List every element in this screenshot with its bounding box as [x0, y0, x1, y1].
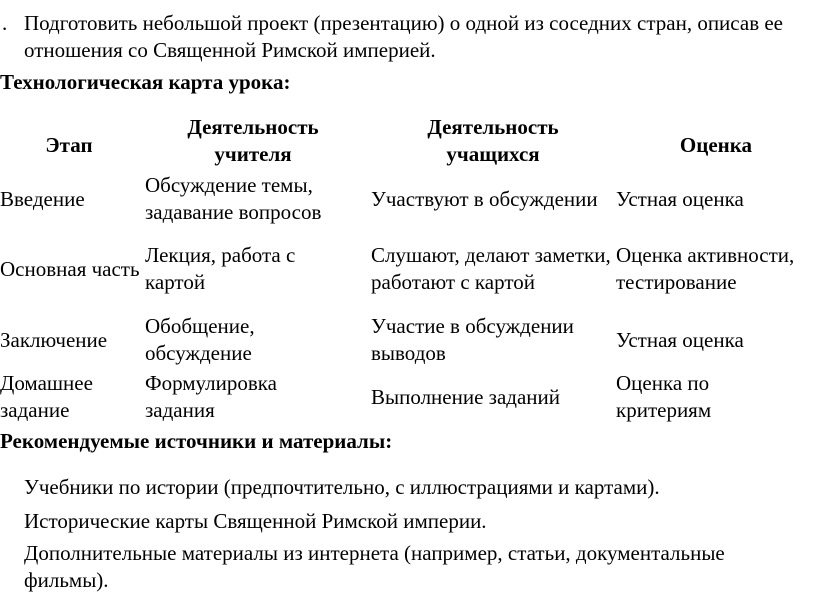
table-cell: Основная часть: [0, 256, 140, 281]
table-cell: Лекция, работа с картой: [145, 243, 296, 294]
table-cell: Устная оценка: [616, 186, 744, 211]
table-header: Оценка: [679, 132, 753, 157]
sources-heading: Рекомендуемые источники и материалы:: [0, 429, 393, 453]
table-header: Деятельность учащихся: [427, 115, 559, 166]
table-cell: Формулировка задания: [145, 371, 277, 422]
list-item: Дополнительные материалы из интернета (например, статьи, документальные фильмы).: [24, 541, 725, 592]
table-cell: Обсуждение темы, задавание вопросов: [145, 173, 322, 224]
table-cell: Участвуют в обсуждении: [371, 186, 598, 211]
table-cell: Устная оценка: [616, 327, 744, 352]
list-item: Учебники по истории (предпочтительно, с иллюстрациями и картами).: [24, 475, 660, 499]
tech-map-heading: Технологическая карта урока:: [0, 70, 291, 94]
table-cell: Слушают, делают заметки, работают с картой: [371, 243, 611, 294]
table-cell: Домашнее задание: [0, 371, 93, 422]
table-cell: Оценка активности, тестирование: [616, 243, 795, 294]
table-cell: Обобщение, обсуждение: [145, 314, 255, 365]
intro-text: Подготовить небольшой проект (презентацию) о одной из соседних стран, описав ее отношения со Священной Римской империей.: [24, 11, 784, 62]
table-cell: Введение: [0, 186, 85, 211]
table-header: Деятельность учителя: [187, 115, 319, 166]
list-item: Исторические карты Священной Римской империи.: [24, 509, 487, 533]
table-cell: Оценка по критериям: [616, 371, 712, 422]
table-cell: Заключение: [0, 327, 108, 352]
table-cell: Выполнение заданий: [371, 384, 560, 409]
table-cell: Участие в обсуждении выводов: [371, 314, 574, 365]
table-header: Этап: [45, 132, 93, 157]
intro-marker: .: [2, 11, 8, 35]
